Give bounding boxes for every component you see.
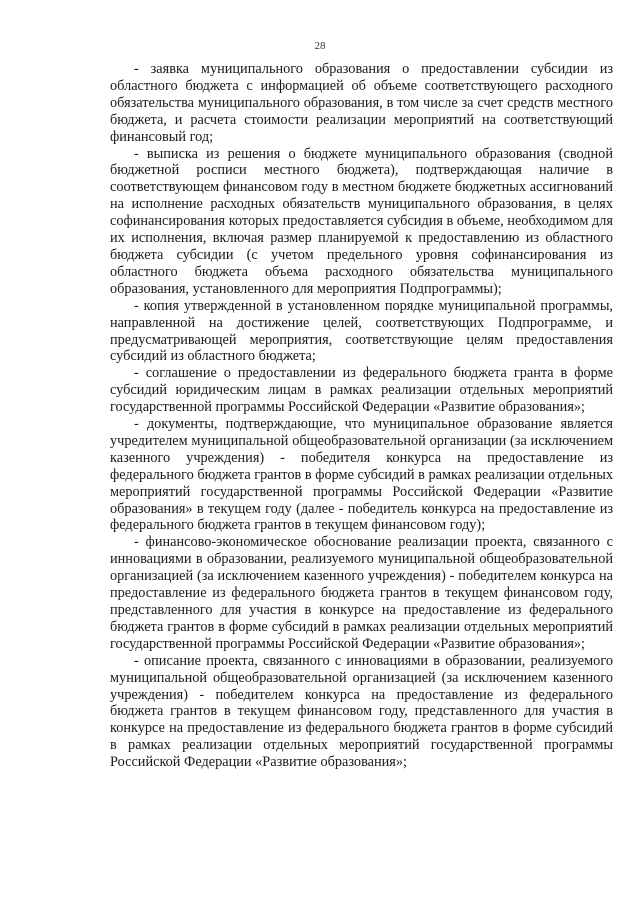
page-number: 28: [314, 40, 326, 52]
paragraph-financial-justification: - финансово-экономическое обоснование реализации проекта, связанного с инновациями в образовании, реализуемого муниципальной общеобразовательной организацией (за исключением казенного учреждения) - победителем конкурса на предоставление из федерального бюджета грантов в текущем финансовом году, представленного для участия в конкурсе на предоставление из федерального бюджета грантов в форме субсидий в рамках реализации отдельных мероприятий государственной программы Российской Федерации «Развитие образования»;: [110, 534, 613, 652]
paragraph-budget-extract: - выписка из решения о бюджете муниципального образования (сводной бюджетной росписи местного бюджета), подтверждающая наличие в соответствующем финансовом году в местном бюджете бюджетных ассигнований на исполнение расходных обязательств муниципального образования, в целях софинансирования которых предоставляется субсидия в объеме, необходимом для их исполнения, включая размер планируемой к предоставлению из областного бюджета субсидии (с учетом предельного уровня софинансирования из областного бюджета объема расходного обязательства муниципального образования, установленного для мероприятия Подпрограммы);: [110, 145, 613, 297]
document-body: [110, 61, 613, 771]
paragraph-grant-agreement: - соглашение о предоставлении из федерального бюджета гранта в форме субсидий юридическим лицам в рамках реализации отдельных мероприятий государственной программы Российской Федерации «Развитие образования»;: [110, 365, 613, 416]
paragraph-application: - заявка муниципального образования о предоставлении субсидии из областного бюджета с информацией об объеме соответствующего расходного обязательства муниципального образования, в том числе за счет средств местного бюджета, и расчета стоимости реализации мероприятий на соответствующий финансовый год;: [110, 61, 613, 145]
paragraph-founder-documents: - документы, подтверждающие, что муниципальное образование является учредителем муниципальной общеобразовательной организации (за исключением казенного учреждения) - победителя конкурса на предоставление из федерального бюджета грантов в форме субсидий в рамках реализации отдельных мероприятий государственной программы Российской Федерации «Развитие образования» в текущем году (далее - победитель конкурса на предоставление из федерального бюджета грантов в текущем финансовом году);: [110, 416, 613, 534]
paragraph-program-copy: - копия утвержденной в установленном порядке муниципальной программы, направленной на достижение целей, соответствующих Подпрограмме, и предусматривающей мероприятия, соответствующие целям предоставления субсидий из областного бюджета;: [110, 297, 613, 365]
paragraph-project-description: - описание проекта, связанного с инновациями в образовании, реализуемого муниципальной общеобразовательной организацией (за исключением казенного учреждения) - победителем конкурса на предоставление из федерального бюджета грантов в текущем финансовом году, представленного для участия в конкурсе на предоставление из федерального бюджета грантов в форме субсидий в рамках реализации отдельных мероприятий государственной программы Российской Федерации «Развитие образования»;: [110, 652, 613, 771]
